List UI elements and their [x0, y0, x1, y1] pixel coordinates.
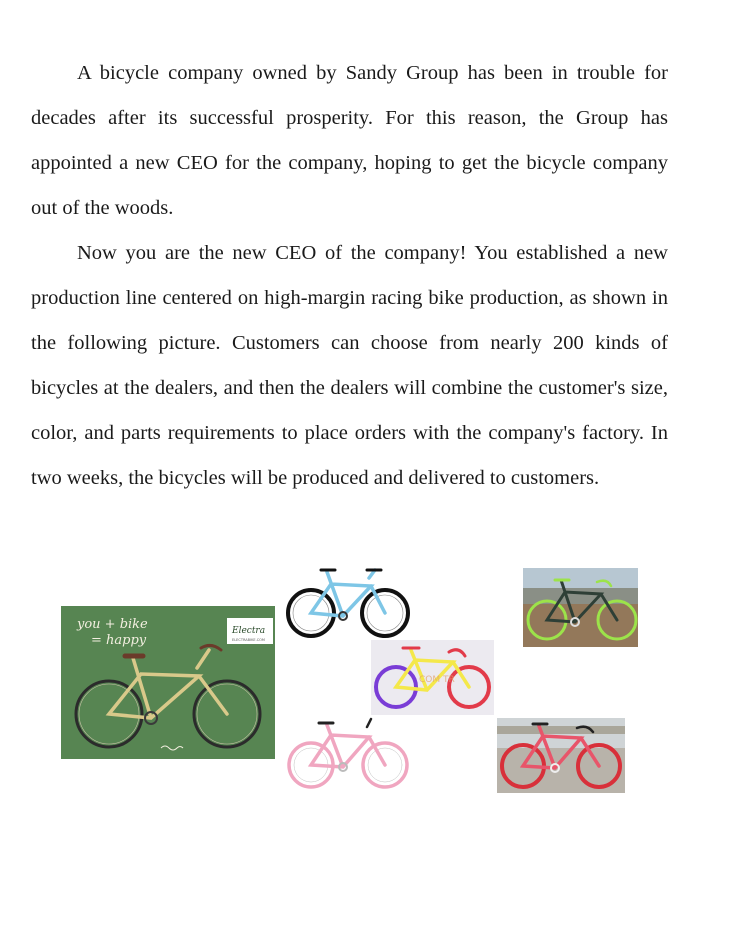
electra-poster-photo — [61, 606, 275, 759]
red-bike-photo — [497, 718, 625, 793]
pink-bike-photo — [285, 715, 413, 793]
colorful-bike-image — [371, 640, 494, 715]
lime-bike-photo — [523, 568, 638, 647]
red-bike-image — [497, 718, 625, 793]
paragraph-new-ceo: Now you are the new CEO of the company! You established a new production line centered on high-margin racing bike production, as shown in the following picture. Customers can choose from nearly 200 kinds of bicycles at the dealers, and then the dealers will combine the customer's size, color, and parts requirements to place orders with the company's factory. In two weeks, the bicycles will be produced and delivered to customers. — [31, 242, 668, 489]
poster-slogan-line1: you + bike — [77, 617, 148, 632]
colorful-bike-photo — [371, 640, 494, 715]
lime-bike-image — [523, 568, 638, 647]
pink-bike-image — [285, 715, 413, 793]
body-text — [31, 51, 668, 501]
blue-fixie-photo — [279, 560, 419, 645]
poster-brand-sub: ELECTRABIKE.COM — [232, 638, 265, 642]
poster-brand: Electra — [232, 626, 266, 636]
poster-slogan-line2: = happy — [91, 633, 147, 648]
electra-poster-image — [61, 606, 275, 759]
blue-fixie-image — [279, 560, 419, 645]
paragraph-intro: A bicycle company owned by Sandy Group has been in trouble for decades after its successful prosperity. For this reason, the Group has appointed a new CEO for the company, hoping to get the bicycle company out of the woods. — [31, 62, 668, 219]
watermark-text: COM TR — [419, 675, 455, 685]
